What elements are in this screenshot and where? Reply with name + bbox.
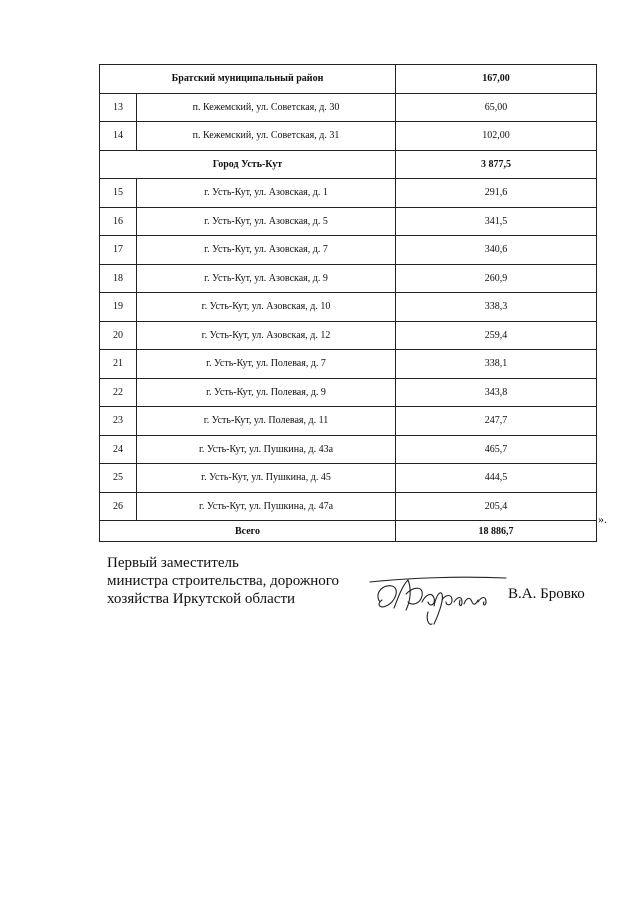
row-value: 247,7: [396, 407, 597, 436]
row-value: 65,00: [396, 93, 597, 122]
table-row: [100, 93, 597, 122]
row-address: г. Усть-Кут, ул. Полевая, д. 11: [137, 407, 396, 436]
table-row: [100, 264, 597, 293]
signature-position: [107, 554, 339, 608]
row-number: 18: [100, 264, 137, 293]
row-number: 15: [100, 179, 137, 208]
row-value: 259,4: [396, 321, 597, 350]
row-address: п. Кежемский, ул. Советская, д. 30: [137, 93, 396, 122]
row-number: 21: [100, 350, 137, 379]
row-address: г. Усть-Кут, ул. Азовская, д. 7: [137, 236, 396, 265]
row-number: 20: [100, 321, 137, 350]
table-row: [100, 236, 597, 265]
row-address: п. Кежемский, ул. Советская, д. 31: [137, 122, 396, 151]
table-row: [100, 492, 597, 521]
table-row: [100, 321, 597, 350]
position-line: хозяйства Иркутской области: [107, 591, 296, 607]
table-row: [100, 207, 597, 236]
row-address: г. Усть-Кут, ул. Азовская, д. 12: [137, 321, 396, 350]
row-address: г. Усть-Кут, ул. Азовская, д. 9: [137, 264, 396, 293]
row-number: 13: [100, 93, 137, 122]
table-row: [100, 293, 597, 322]
row-value: 291,6: [396, 179, 597, 208]
signature-icon: [368, 572, 508, 633]
row-address: г. Усть-Кут, ул. Азовская, д. 10: [137, 293, 396, 322]
row-number: 23: [100, 407, 137, 436]
row-number: 19: [100, 293, 137, 322]
table-row: [100, 378, 597, 407]
row-value: 205,4: [396, 492, 597, 521]
table-body: [100, 65, 597, 521]
row-address: г. Усть-Кут, ул. Азовская, д. 1: [137, 179, 396, 208]
row-value: 465,7: [396, 435, 597, 464]
signer-name: В.А. Бровко: [508, 586, 585, 602]
position-line: Первый заместитель: [107, 555, 239, 571]
table-group-row: [100, 65, 597, 94]
table-group-row: [100, 150, 597, 179]
row-number: 25: [100, 464, 137, 493]
row-number: 22: [100, 378, 137, 407]
total-value: 18 886,7: [396, 521, 597, 542]
table-row: [100, 407, 597, 436]
row-address: г. Усть-Кут, ул. Пушкина, д. 47а: [137, 492, 396, 521]
group-label: Город Усть-Кут: [100, 150, 396, 179]
row-address: г. Усть-Кут, ул. Азовская, д. 5: [137, 207, 396, 236]
row-value: 338,1: [396, 350, 597, 379]
data-table-wrapper: [99, 64, 597, 542]
table-row: [100, 350, 597, 379]
row-value: 338,3: [396, 293, 597, 322]
row-number: 24: [100, 435, 137, 464]
row-number: 14: [100, 122, 137, 151]
row-value: 341,5: [396, 207, 597, 236]
group-value: 3 877,5: [396, 150, 597, 179]
row-value: 340,6: [396, 236, 597, 265]
row-value: 444,5: [396, 464, 597, 493]
row-address: г. Усть-Кут, ул. Пушкина, д. 43а: [137, 435, 396, 464]
row-value: 102,00: [396, 122, 597, 151]
table-row: [100, 179, 597, 208]
row-value: 260,9: [396, 264, 597, 293]
row-value: 343,8: [396, 378, 597, 407]
row-number: 26: [100, 492, 137, 521]
row-number: 16: [100, 207, 137, 236]
row-address: г. Усть-Кут, ул. Полевая, д. 7: [137, 350, 396, 379]
group-label: Братский муниципальный район: [100, 65, 396, 94]
closing-quote: ».: [598, 512, 607, 526]
group-value: 167,00: [396, 65, 597, 94]
data-table: [99, 64, 597, 542]
table-row: [100, 122, 597, 151]
row-address: г. Усть-Кут, ул. Пушкина, д. 45: [137, 464, 396, 493]
table-row: [100, 464, 597, 493]
position-line: министра строительства, дорожного: [107, 573, 340, 589]
total-label: Всего: [100, 521, 396, 542]
table-row: [100, 435, 597, 464]
row-address: г. Усть-Кут, ул. Полевая, д. 9: [137, 378, 396, 407]
table-total-row: [100, 521, 597, 542]
row-number: 17: [100, 236, 137, 265]
